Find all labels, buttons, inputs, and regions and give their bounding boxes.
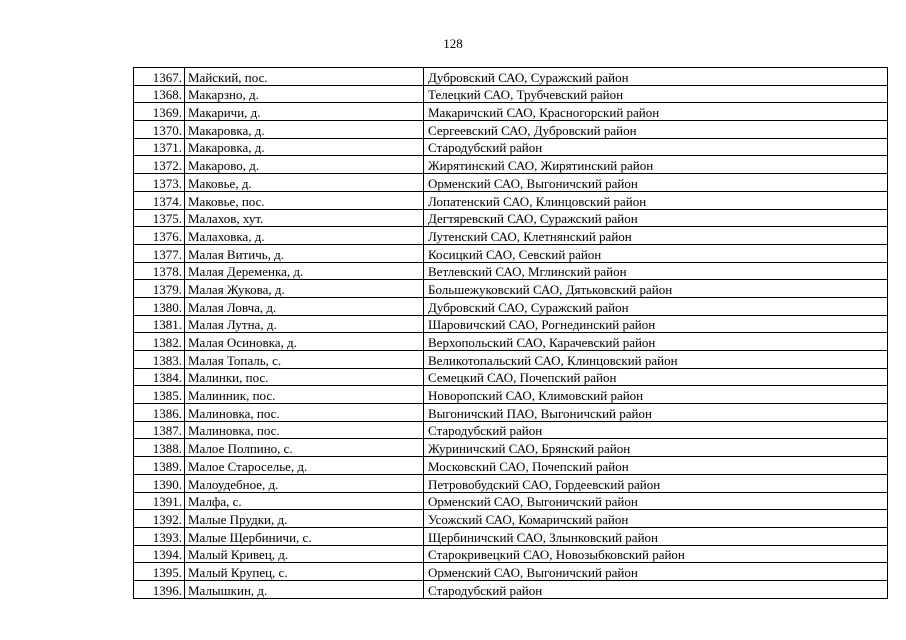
row-number: 1395. bbox=[134, 563, 185, 581]
administrative-unit: Ветлевский САО, Мглинский район bbox=[424, 262, 888, 280]
table-body bbox=[134, 68, 888, 599]
row-number: 1368. bbox=[134, 85, 185, 103]
administrative-unit: Телецкий САО, Трубчевский район bbox=[424, 85, 888, 103]
settlement-name: Малоудебное, д. bbox=[185, 474, 424, 492]
administrative-unit: Лопатенский САО, Клинцовский район bbox=[424, 191, 888, 209]
table-row bbox=[134, 103, 888, 121]
table-row bbox=[134, 386, 888, 404]
administrative-unit: Лутенский САО, Клетнянский район bbox=[424, 227, 888, 245]
settlement-name: Малаховка, д. bbox=[185, 227, 424, 245]
row-number: 1387. bbox=[134, 421, 185, 439]
row-number: 1375. bbox=[134, 209, 185, 227]
table-row bbox=[134, 121, 888, 139]
settlement-name: Малиновка, пос. bbox=[185, 421, 424, 439]
administrative-unit: Макаричский САО, Красногорский район bbox=[424, 103, 888, 121]
table-row bbox=[134, 404, 888, 422]
table-row bbox=[134, 227, 888, 245]
settlement-name: Макаровка, д. bbox=[185, 138, 424, 156]
row-number: 1377. bbox=[134, 244, 185, 262]
settlement-name: Малое Полпино, с. bbox=[185, 439, 424, 457]
administrative-unit: Косицкий САО, Севский район bbox=[424, 244, 888, 262]
table-row bbox=[134, 474, 888, 492]
row-number: 1369. bbox=[134, 103, 185, 121]
settlement-name: Малая Топаль, с. bbox=[185, 351, 424, 369]
administrative-unit: Семецкий САО, Почепский район bbox=[424, 368, 888, 386]
settlement-name: Малые Щербиничи, с. bbox=[185, 527, 424, 545]
row-number: 1391. bbox=[134, 492, 185, 510]
table-row bbox=[134, 244, 888, 262]
row-number: 1374. bbox=[134, 191, 185, 209]
table-row bbox=[134, 262, 888, 280]
settlement-name: Малое Староселье, д. bbox=[185, 457, 424, 475]
settlement-name: Малая Ловча, д. bbox=[185, 297, 424, 315]
settlement-name: Малая Осиновка, д. bbox=[185, 333, 424, 351]
row-number: 1370. bbox=[134, 121, 185, 139]
row-number: 1372. bbox=[134, 156, 185, 174]
table-row bbox=[134, 457, 888, 475]
administrative-unit: Дубровский САО, Суражский район bbox=[424, 297, 888, 315]
settlement-name: Малышкин, д. bbox=[185, 580, 424, 598]
table-row bbox=[134, 545, 888, 563]
administrative-unit: Петровобудский САО, Гордеевский район bbox=[424, 474, 888, 492]
settlement-name: Малая Лутна, д. bbox=[185, 315, 424, 333]
settlement-name: Малая Жукова, д. bbox=[185, 280, 424, 298]
administrative-unit: Стародубский район bbox=[424, 580, 888, 598]
table-row bbox=[134, 510, 888, 528]
table-row bbox=[134, 421, 888, 439]
settlement-name: Маковье, пос. bbox=[185, 191, 424, 209]
administrative-unit: Сергеевский САО, Дубровский район bbox=[424, 121, 888, 139]
administrative-unit: Дубровский САО, Суражский район bbox=[424, 68, 888, 86]
settlement-name: Малая Деременка, д. bbox=[185, 262, 424, 280]
settlement-name: Малые Прудки, д. bbox=[185, 510, 424, 528]
row-number: 1384. bbox=[134, 368, 185, 386]
row-number: 1379. bbox=[134, 280, 185, 298]
table-row bbox=[134, 209, 888, 227]
row-number: 1396. bbox=[134, 580, 185, 598]
row-number: 1392. bbox=[134, 510, 185, 528]
row-number: 1393. bbox=[134, 527, 185, 545]
settlement-name: Макаровка, д. bbox=[185, 121, 424, 139]
administrative-unit: Жирятинский САО, Жирятинский район bbox=[424, 156, 888, 174]
administrative-unit: Усожский САО, Комаричский район bbox=[424, 510, 888, 528]
row-number: 1394. bbox=[134, 545, 185, 563]
row-number: 1371. bbox=[134, 138, 185, 156]
table-row bbox=[134, 333, 888, 351]
table-row bbox=[134, 527, 888, 545]
table-row bbox=[134, 563, 888, 581]
row-number: 1382. bbox=[134, 333, 185, 351]
row-number: 1378. bbox=[134, 262, 185, 280]
administrative-unit: Верхопольский САО, Карачевский район bbox=[424, 333, 888, 351]
settlement-name: Макарзно, д. bbox=[185, 85, 424, 103]
administrative-unit: Шаровичский САО, Рогнединский район bbox=[424, 315, 888, 333]
settlement-name: Малиновка, пос. bbox=[185, 404, 424, 422]
row-number: 1380. bbox=[134, 297, 185, 315]
table-row bbox=[134, 174, 888, 192]
row-number: 1376. bbox=[134, 227, 185, 245]
settlement-name: Малая Витичь, д. bbox=[185, 244, 424, 262]
row-number: 1390. bbox=[134, 474, 185, 492]
table-row bbox=[134, 138, 888, 156]
row-number: 1389. bbox=[134, 457, 185, 475]
table-row bbox=[134, 68, 888, 86]
table-row bbox=[134, 191, 888, 209]
table-row bbox=[134, 85, 888, 103]
administrative-unit: Щербиничский САО, Злынковский район bbox=[424, 527, 888, 545]
settlement-name: Малинки, пос. bbox=[185, 368, 424, 386]
administrative-unit: Орменский САО, Выгоничский район bbox=[424, 492, 888, 510]
administrative-unit: Большежуковский САО, Дятьковский район bbox=[424, 280, 888, 298]
administrative-unit: Орменский САО, Выгоничский район bbox=[424, 174, 888, 192]
settlement-name: Малахов, хут. bbox=[185, 209, 424, 227]
row-number: 1367. bbox=[134, 68, 185, 86]
table-row bbox=[134, 315, 888, 333]
table-row bbox=[134, 280, 888, 298]
administrative-unit: Выгоничский ПАО, Выгоничский район bbox=[424, 404, 888, 422]
settlement-name: Макаричи, д. bbox=[185, 103, 424, 121]
row-number: 1383. bbox=[134, 351, 185, 369]
row-number: 1388. bbox=[134, 439, 185, 457]
row-number: 1386. bbox=[134, 404, 185, 422]
administrative-unit: Орменский САО, Выгоничский район bbox=[424, 563, 888, 581]
settlement-name: Маковье, д. bbox=[185, 174, 424, 192]
administrative-unit: Журиничский САО, Брянский район bbox=[424, 439, 888, 457]
administrative-unit: Московский САО, Почепский район bbox=[424, 457, 888, 475]
table-row bbox=[134, 297, 888, 315]
administrative-unit: Новоропский САО, Климовский район bbox=[424, 386, 888, 404]
table-row bbox=[134, 351, 888, 369]
settlement-name: Малинник, пос. bbox=[185, 386, 424, 404]
settlement-name: Малфа, с. bbox=[185, 492, 424, 510]
table-row bbox=[134, 439, 888, 457]
table-row bbox=[134, 156, 888, 174]
administrative-unit: Стародубский район bbox=[424, 138, 888, 156]
page-number: 128 bbox=[443, 36, 463, 51]
settlements-table bbox=[133, 67, 888, 599]
table-row bbox=[134, 580, 888, 598]
administrative-unit: Великотопальский САО, Клинцовский район bbox=[424, 351, 888, 369]
administrative-unit: Старокривецкий САО, Новозыбковский район bbox=[424, 545, 888, 563]
table-row bbox=[134, 368, 888, 386]
administrative-unit: Дегтяревский САО, Суражский район bbox=[424, 209, 888, 227]
administrative-unit: Стародубский район bbox=[424, 421, 888, 439]
row-number: 1385. bbox=[134, 386, 185, 404]
settlement-name: Майский, пос. bbox=[185, 68, 424, 86]
row-number: 1373. bbox=[134, 174, 185, 192]
table-row bbox=[134, 492, 888, 510]
settlement-name: Малый Кривец, д. bbox=[185, 545, 424, 563]
row-number: 1381. bbox=[134, 315, 185, 333]
settlement-name: Макарово, д. bbox=[185, 156, 424, 174]
settlement-name: Малый Крупец, с. bbox=[185, 563, 424, 581]
